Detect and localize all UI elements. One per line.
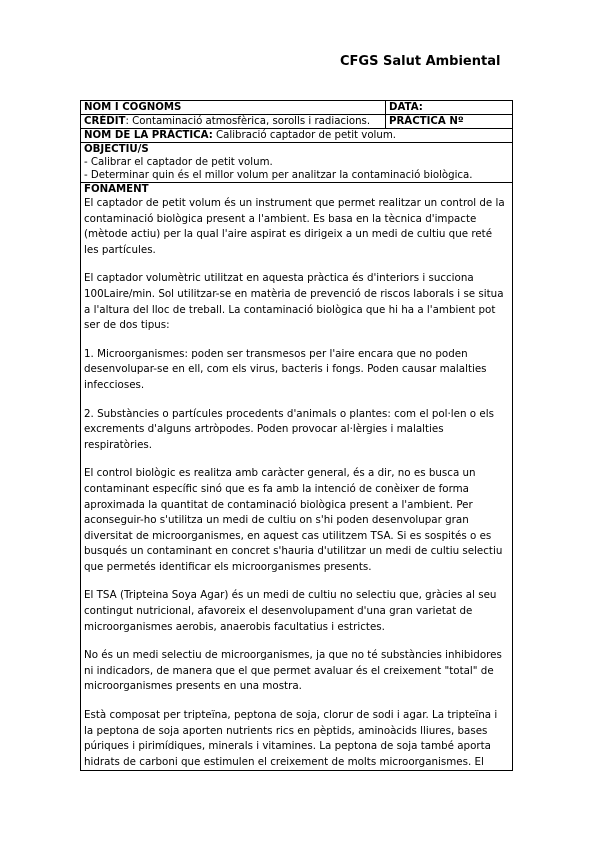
- practice-number-label: PRÀCTICA Nº: [389, 116, 464, 127]
- fonament-paragraph: No és un medi selectiu de microorganismes, ja que no té substàncies inhibidores ni indicadors, de manera que el que permet avaluar és el creixement "total" de microorganismes presents en una mostra.: [84, 649, 502, 693]
- practice-number-cell: [386, 115, 513, 129]
- fonament-cell: [81, 183, 513, 771]
- fonament-paragraph: El control biològic es realitza amb caràcter general, és a dir, no es busca un contaminant específic sinó que es fa amb la intenció de conèixer de forma aproximada la quantitat de contaminació biològica present a l'ambient. Per aconseguir-ho s'utilitza un medi de cultiu on s'hi poden desenvolupar gran diversitat de microorganismes, en aquest cas utilitzem TSA. Si es sospités o es busqués un contaminant en concret s'hauria d'utilitzar un medi de cultiu selectiu que permetés identificar els microorganismes presents.: [84, 467, 503, 573]
- objective-item: - Determinar quin és el millor volum per analitzar la contaminació biològica.: [84, 170, 473, 181]
- fonament-row: [81, 183, 513, 771]
- credit-value: : Contaminació atmosfèrica, sorolls i radiacions.: [125, 116, 371, 127]
- credit-label: CRÈDIT: [84, 116, 126, 127]
- practice-name-cell: [81, 129, 513, 143]
- fonament-paragraph: El captador de petit volum és un instrument que permet realitzar un control de la contaminació biològica present a l'ambient. Es basa en la tècnica d'impacte (mètode actiu) per la qual l'aire aspirat es dirigeix a un medi de cultiu que reté les partícules.: [84, 197, 505, 256]
- credit-practice-row: [81, 115, 513, 129]
- name-date-row: [81, 101, 513, 115]
- date-label: DATA:: [389, 102, 423, 113]
- date-cell: [386, 101, 513, 115]
- fonament-paragraph: 1. Microorganismes: poden ser transmesos per l'aire encara que no poden desenvolupar-se en ell, com els virus, bacteris i fongs. Poden causar malalties infeccioses.: [84, 347, 487, 391]
- fonament-paragraph: El captador volumètric utilitzat en aquesta pràctica és d'interiors i succiona 100Laire/min. Sol utilitzar-se en matèria de prevenció de riscos laborals i se situa a l'altura del lloc de treball. La contaminació biològica que hi ha a l'ambient pot ser de dos tipus:: [84, 272, 504, 332]
- practice-name-label: NOM DE LA PRÀCTICA:: [84, 130, 213, 141]
- objectives-row: [81, 143, 513, 183]
- objectives-label: OBJECTIU/S: [84, 144, 149, 155]
- objectives-cell: [81, 143, 513, 183]
- fonament-label: FONAMENT: [84, 184, 149, 195]
- practice-name-row: [81, 129, 513, 143]
- practice-form-table: [80, 100, 513, 771]
- name-cell: [81, 101, 386, 115]
- fonament-paragraph: El TSA (Tripteina Soya Agar) és un medi de cultiu no selectiu que, gràcies al seu contingut nutricional, afavoreix el desenvolupament d'una gran varietat de microorganismes aerobis, anaerobis facultatius i estrictes.: [84, 589, 497, 633]
- fonament-paragraph: Està composat per tripteïna, peptona de soja, clorur de sodi i agar. La tripteïna i la peptona de soja aporten nutrients rics en pèptids, aminoàcids lliures, bases púriques i pirimídiques, minerals i vitamines. La peptona de soja també aporta hidrats de carboni que estimulen el creixement de molts microorganismes. El: [84, 709, 498, 768]
- practice-name-value: Calibració captador de petit volum.: [212, 130, 397, 141]
- name-label: NOM I COGNOMS: [84, 102, 182, 113]
- fonament-paragraph: 2. Substàncies o partícules procedents d'animals o plantes: com el pol·len o els excrements d'alguns artròpodes. Poden provocar al·lèrgies i malalties respiratòries.: [84, 407, 494, 451]
- credit-cell: [81, 115, 386, 129]
- objective-item: - Calibrar el captador de petit volum.: [84, 157, 273, 168]
- course-title: CFGS Salut Ambiental: [340, 54, 501, 69]
